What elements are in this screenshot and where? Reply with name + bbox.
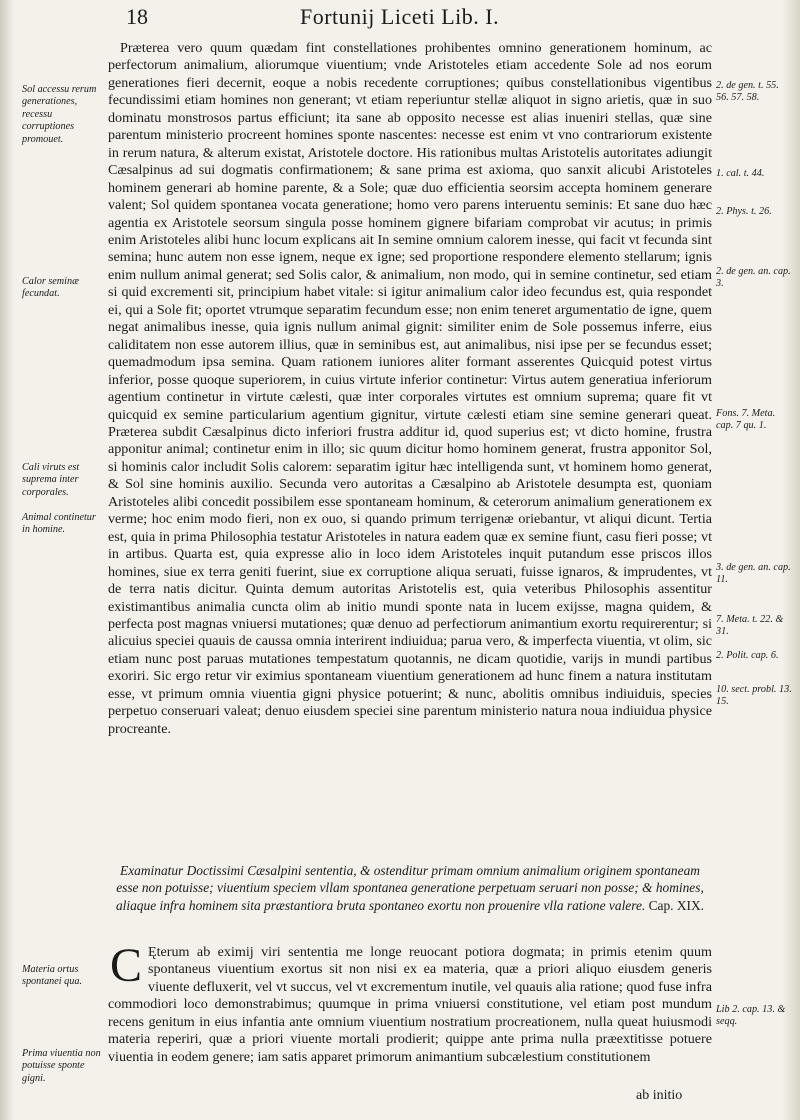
running-head: Fortunij Liceti Lib. I. <box>300 4 500 29</box>
margin-note-right: 7. Meta. t. 22. & 31. <box>716 614 784 638</box>
margin-note-right: 10. sect. probl. 13. 15. <box>716 684 792 708</box>
chapter-heading-text: Examinatur Doctissimi Cæsalpini sententia, & ostenditur primam omnium animalium originem spontaneam esse non potuisse; viuentium speciem vllam spontanea generatione perpetuam seruari non posse; & homines, aliaque infra hominem sita præstantiora bruta spontaneo exortu non prouenire vlla ratione valere. <box>115 863 704 913</box>
margin-note-left: Sol accessu rerum generationes, recessu corruptiones promouet. <box>22 84 97 145</box>
margin-note-left: Prima viuentia non potuisse sponte gigni. <box>22 1048 101 1084</box>
main-text-block <box>108 40 712 738</box>
chapter-heading <box>108 862 712 914</box>
chapter-paragraph: Ęterum ab eximij viri sententia me longe reuocant potiora dogmata; in primis etenim quum spontaneus viuentium exortus sit non nisi ex ea materia, quæ a priori aliquo eiusdem generis viuente defluxerit, vel vt succus, vel vt excrementum inutile, vel quauis alia ratione; quod fuse infra commodiori loco demonstrabimus; quumque in prima vniuersi constitutione, vel etiam post mundum recens genitum in eius infantia ante omnium viuentium nostratium procreationem, nulla queat huiusmodi materia reperiri, quæ a priori viuente mortali prodierit; quippe ante prima nulla præextitisse potuere viuentia in eodem genere; iam satis apparet primorum animantium subcælestium constitutionem <box>108 944 712 1065</box>
margin-note-right: 2. de gen. t. 55. 56. 57. 58. <box>716 80 779 104</box>
margin-note-left: Animal continetur in homine. <box>22 512 96 536</box>
margin-note-right: 2. Phys. t. 26. <box>716 206 772 217</box>
page-header <box>0 0 800 42</box>
margin-note-right: 2. de gen. an. cap. 3. <box>716 266 791 290</box>
page-gutter-shadow <box>0 0 14 1120</box>
margin-note-right: 1. cal. t. 44. <box>716 168 765 179</box>
chapter-text-block <box>108 939 712 1066</box>
chapter-label: Cap. XIX. <box>648 897 705 913</box>
margin-note-left: Materia ortus spontanei qua. <box>22 964 82 988</box>
page-number: 18 <box>126 4 148 29</box>
margin-note-right: 3. de gen. an. cap. 11. <box>716 562 791 586</box>
margin-note-right: 2. Polit. cap. 6. <box>716 650 779 661</box>
main-paragraph: Præterea vero quum quædam fint constellationes prohibentes omnino generationem hominum, ac perfectorum animalium, aliorumque viuentium; vnde Aristoteles etiam accedente Sole ad nos eorum generationes fieri decernit, eoque a nobis recedente corruptiones; quibus constellationibus vigentibus fecundissimi etiam homines non generant; vt etiam reperiuntur stellæ aliquot in signo arietis, quæ in suo dominatu monstrosos partus efficiunt; ita sane ab opposito necesse est alias inueniri stellas, quæ sine parentum ministerio procreent homines sponte nascentes: necesse est enim vt vno contrariorum existente in rerum natura, & alterum existat, Aristotele doctore. His rationibus multas Aristotelis autoritates adiungit Cæsalpinus ad sui dogmatis confirmationem; & sane prima est axioma, quo sanxit alicubi Aristoteles hominem generari ab homine parente, & a Sole; quæ duo efficientia seorsim accepta hominem generare valent; Sol quidem spontanea vocata generatione; homo vero parens interuentu seminis: Et sane duo hæc agentia ex Aristotele seorsum singula posse hominem gignere bifariam comprobat vir acutus; in primis enim Aristoteles alibi hunc locum explicans ait In semine omnium calorem inesse, qui facit vt fecunda sint semina; hunc autem non esse ignem, neque ex igne; sed proportione respondere elemento stellarum; ignis enim nullum animal generat; sed Solis calor, & animalium, non modo, qui in semine continetur, sed etiam si quid excrementi sit, principium habet vitale: si igitur animalium calor ideo fecundus est, quia respondet ei, qui a Sole fit; oportet vtrumque separatim fecundum esse; non enim teneret argumentatio de igne, quem negat animalibus inesse, quia ignis nullum animal gignit: similiter enim de Sole possemus inferre, eius caliditatem non esse autorem illius, quæ in seminibus est, aut animalibus, nisi ipse per se fecundus esset; quemadmodum ipsa semina. Quam rationem iuniores aliter formant asserentes Quicquid potest virtus inferior, posse quoque superiorem, in cuius virtute inferior continetur: Virtus autem generatiua inferiorum agentium continetur in virtute cælesti, quæ inter corporales virtutes est omnium suprema; quare fit vt quicquid ex semine particularium agentium gignitur, virtute cælesti etiam sine semine generari queat. Præterea subdit Cæsalpinus dicto inferiori frustra additur id, quod superius est; vt dicto homine, frustra apponitur animal; continetur enim in illo; sic quum dicitur homo hominem generat, frustra apponitor Sol, si hominis calor includit Solis calorem: separatim igitur hæc intelligenda sunt, vt hominem homo generat, & Sol sine hominis auxilio. Secunda vero autoritas a Cæsalpino ab Aristotele desumpta est, quoniam Aristoteles alibi concedit possibilem esse spontaneam hominum, & ceterorum animalium generationem ex verme; hoc enim modo fieri, non ex ouo, si quando primum terrigenæ oriebantur, vt aliqui dicunt. Tertia est, quia in prima Philosophia testatur Aristoteles in natura eadem quæ ex semine fiunt, casu fieri posse; vt in artibus. Quarta est, quia expresse alio in loco idem Aristoteles inquit putandum esse priscos illos homines, siue ex terra geniti fuerint, siue ex corruptione aliqua seruati, fuisse ignaros, & imprudentes, vt de terra natis dicitur. Quinta demum autoritas Aristotelis est, quia veteribus Philosophis assentitur existimantibus animalia cuncta olim ab initio mundi sponte nata in lucem exijsse, magna quidem, & perfecta post magnas vniuersi mutationes; quæ denuo ad perfectiorum animantium exortu requirerentur; si alicuius speciei quauis de caussa omnia interirent indiuidua; parua vero, & imperfecta viuentia, vt olim, sic etiam nunc post paruas mutationes tempestatum quotannis, ne dicam quotidie, varijs in mundi partibus exoriri. Sic ergo retur vir eximius spontaneam viuentium generationem ad hunc finem a natura institutam esse, vt primum omnia viuentia gigni physice potuerint; & nunc, abolitis omnibus indiuiduis, species perpetuo conseruari valeat; denuo eiusdem speciei sine parentum ministerio natura noua indiuidua physice procreante. <box>108 40 712 737</box>
catchword: ab initio <box>636 1088 683 1103</box>
margin-note-right: Lib 2. cap. 13. & seqq. <box>716 1004 786 1028</box>
margin-note-left: Cali viruts est suprema inter corporales. <box>22 462 80 498</box>
drop-cap: C <box>110 939 143 992</box>
margin-note-right: Fons. 7. Meta. cap. 7 qu. 1. <box>716 408 776 432</box>
margin-note-left: Calor seminæ fecundat. <box>22 276 79 300</box>
